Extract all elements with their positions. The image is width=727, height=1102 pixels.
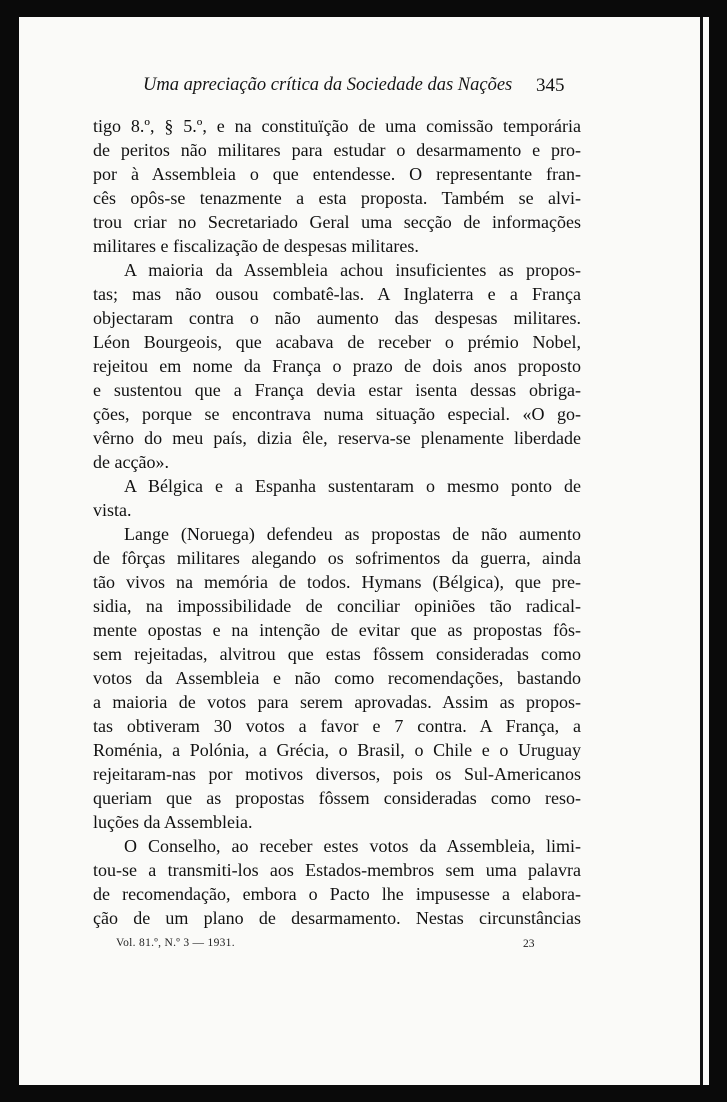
text-line: cês opôs-se tenazmente a esta proposta. Também se alvi- (93, 188, 581, 208)
text-line: objectaram contra o não aumento das despesas militares. (93, 308, 581, 328)
text-line: Roménia, a Polónia, a Grécia, o Brasil, o Chile e o Uruguay (93, 740, 581, 760)
text-line: rejeitaram-nas por motivos diversos, pois os Sul-Americanos (93, 764, 581, 784)
text-line: de acção». (93, 452, 169, 472)
text-line: Lange (Noruega) defendeu as propostas de não aumento (124, 524, 581, 544)
text-line: A maioria da Assembleia achou insuficientes as propos- (124, 260, 581, 280)
text-line: de recomendação, embora o Pacto lhe impusesse a elabora- (93, 884, 581, 904)
text-line: de fôrças militares alegando os sofrimentos da guerra, ainda (93, 548, 581, 568)
text-line: sidia, na impossibilidade de conciliar opiniões tão radical- (93, 596, 581, 616)
signature-mark: 23 (523, 938, 535, 950)
text-line: a maioria de votos para serem aprovadas. Assim as propos- (93, 692, 581, 712)
text-line: vêrno do meu país, dizia êle, reserva-se plenamente liberdade (93, 428, 581, 448)
scan-border (700, 17, 703, 1085)
text-line: sem rejeitadas, alvitrou que estas fôssem consideradas como (93, 644, 581, 664)
text-line: tigo 8.º, § 5.º, e na constituïção de uma comissão temporária (93, 116, 581, 136)
text-line: militares e fiscalização de despesas militares. (93, 236, 419, 256)
text-line: tas obtiveram 30 votos a favor e 7 contra. A França, a (93, 716, 581, 736)
page-number: 345 (536, 75, 565, 96)
text-line: Léon Bourgeois, que acabava de receber o prémio Nobel, (93, 332, 581, 352)
text-line: tas; mas não ousou combatê-las. A Inglaterra e a França (93, 284, 581, 304)
text-line: luções da Assembleia. (93, 812, 253, 832)
text-line: trou criar no Secretariado Geral uma secção de informações (93, 212, 581, 232)
text-line: e sustentou que a França devia estar isenta dessas obriga- (93, 380, 581, 400)
text-line: tão vivos na memória de todos. Hymans (Bélgica), que pre- (93, 572, 581, 592)
text-line: O Conselho, ao receber estes votos da Assembleia, limi- (124, 836, 581, 856)
text-line: ção de um plano de desarmamento. Nestas circunstâncias (93, 908, 581, 928)
text-line: tou-se a transmiti-los aos Estados-membros sem uma palavra (93, 860, 581, 880)
book-page (19, 17, 709, 1085)
text-line: por à Assembleia o que entendesse. O representante fran- (93, 164, 581, 184)
text-line: vista. (93, 500, 132, 520)
text-line: de peritos não militares para estudar o desarmamento e pro- (93, 140, 581, 160)
text-line: rejeitou em nome da França o prazo de dois anos proposto (93, 356, 581, 376)
text-line: mente opostas e na intenção de evitar que as propostas fôs- (93, 620, 581, 640)
text-line: ções, porque se encontrava numa situação especial. «O go- (93, 404, 581, 424)
running-title: Uma apreciação crítica da Sociedade das Nações (143, 75, 513, 95)
text-line: queriam que as propostas fôssem consideradas como reso- (93, 788, 581, 808)
volume-footer: Vol. 81.º, N.º 3 — 1931. (116, 937, 235, 949)
text-line: votos da Assembleia e não como recomendações, bastando (93, 668, 581, 688)
text-line: A Bélgica e a Espanha sustentaram o mesmo ponto de (124, 476, 581, 496)
